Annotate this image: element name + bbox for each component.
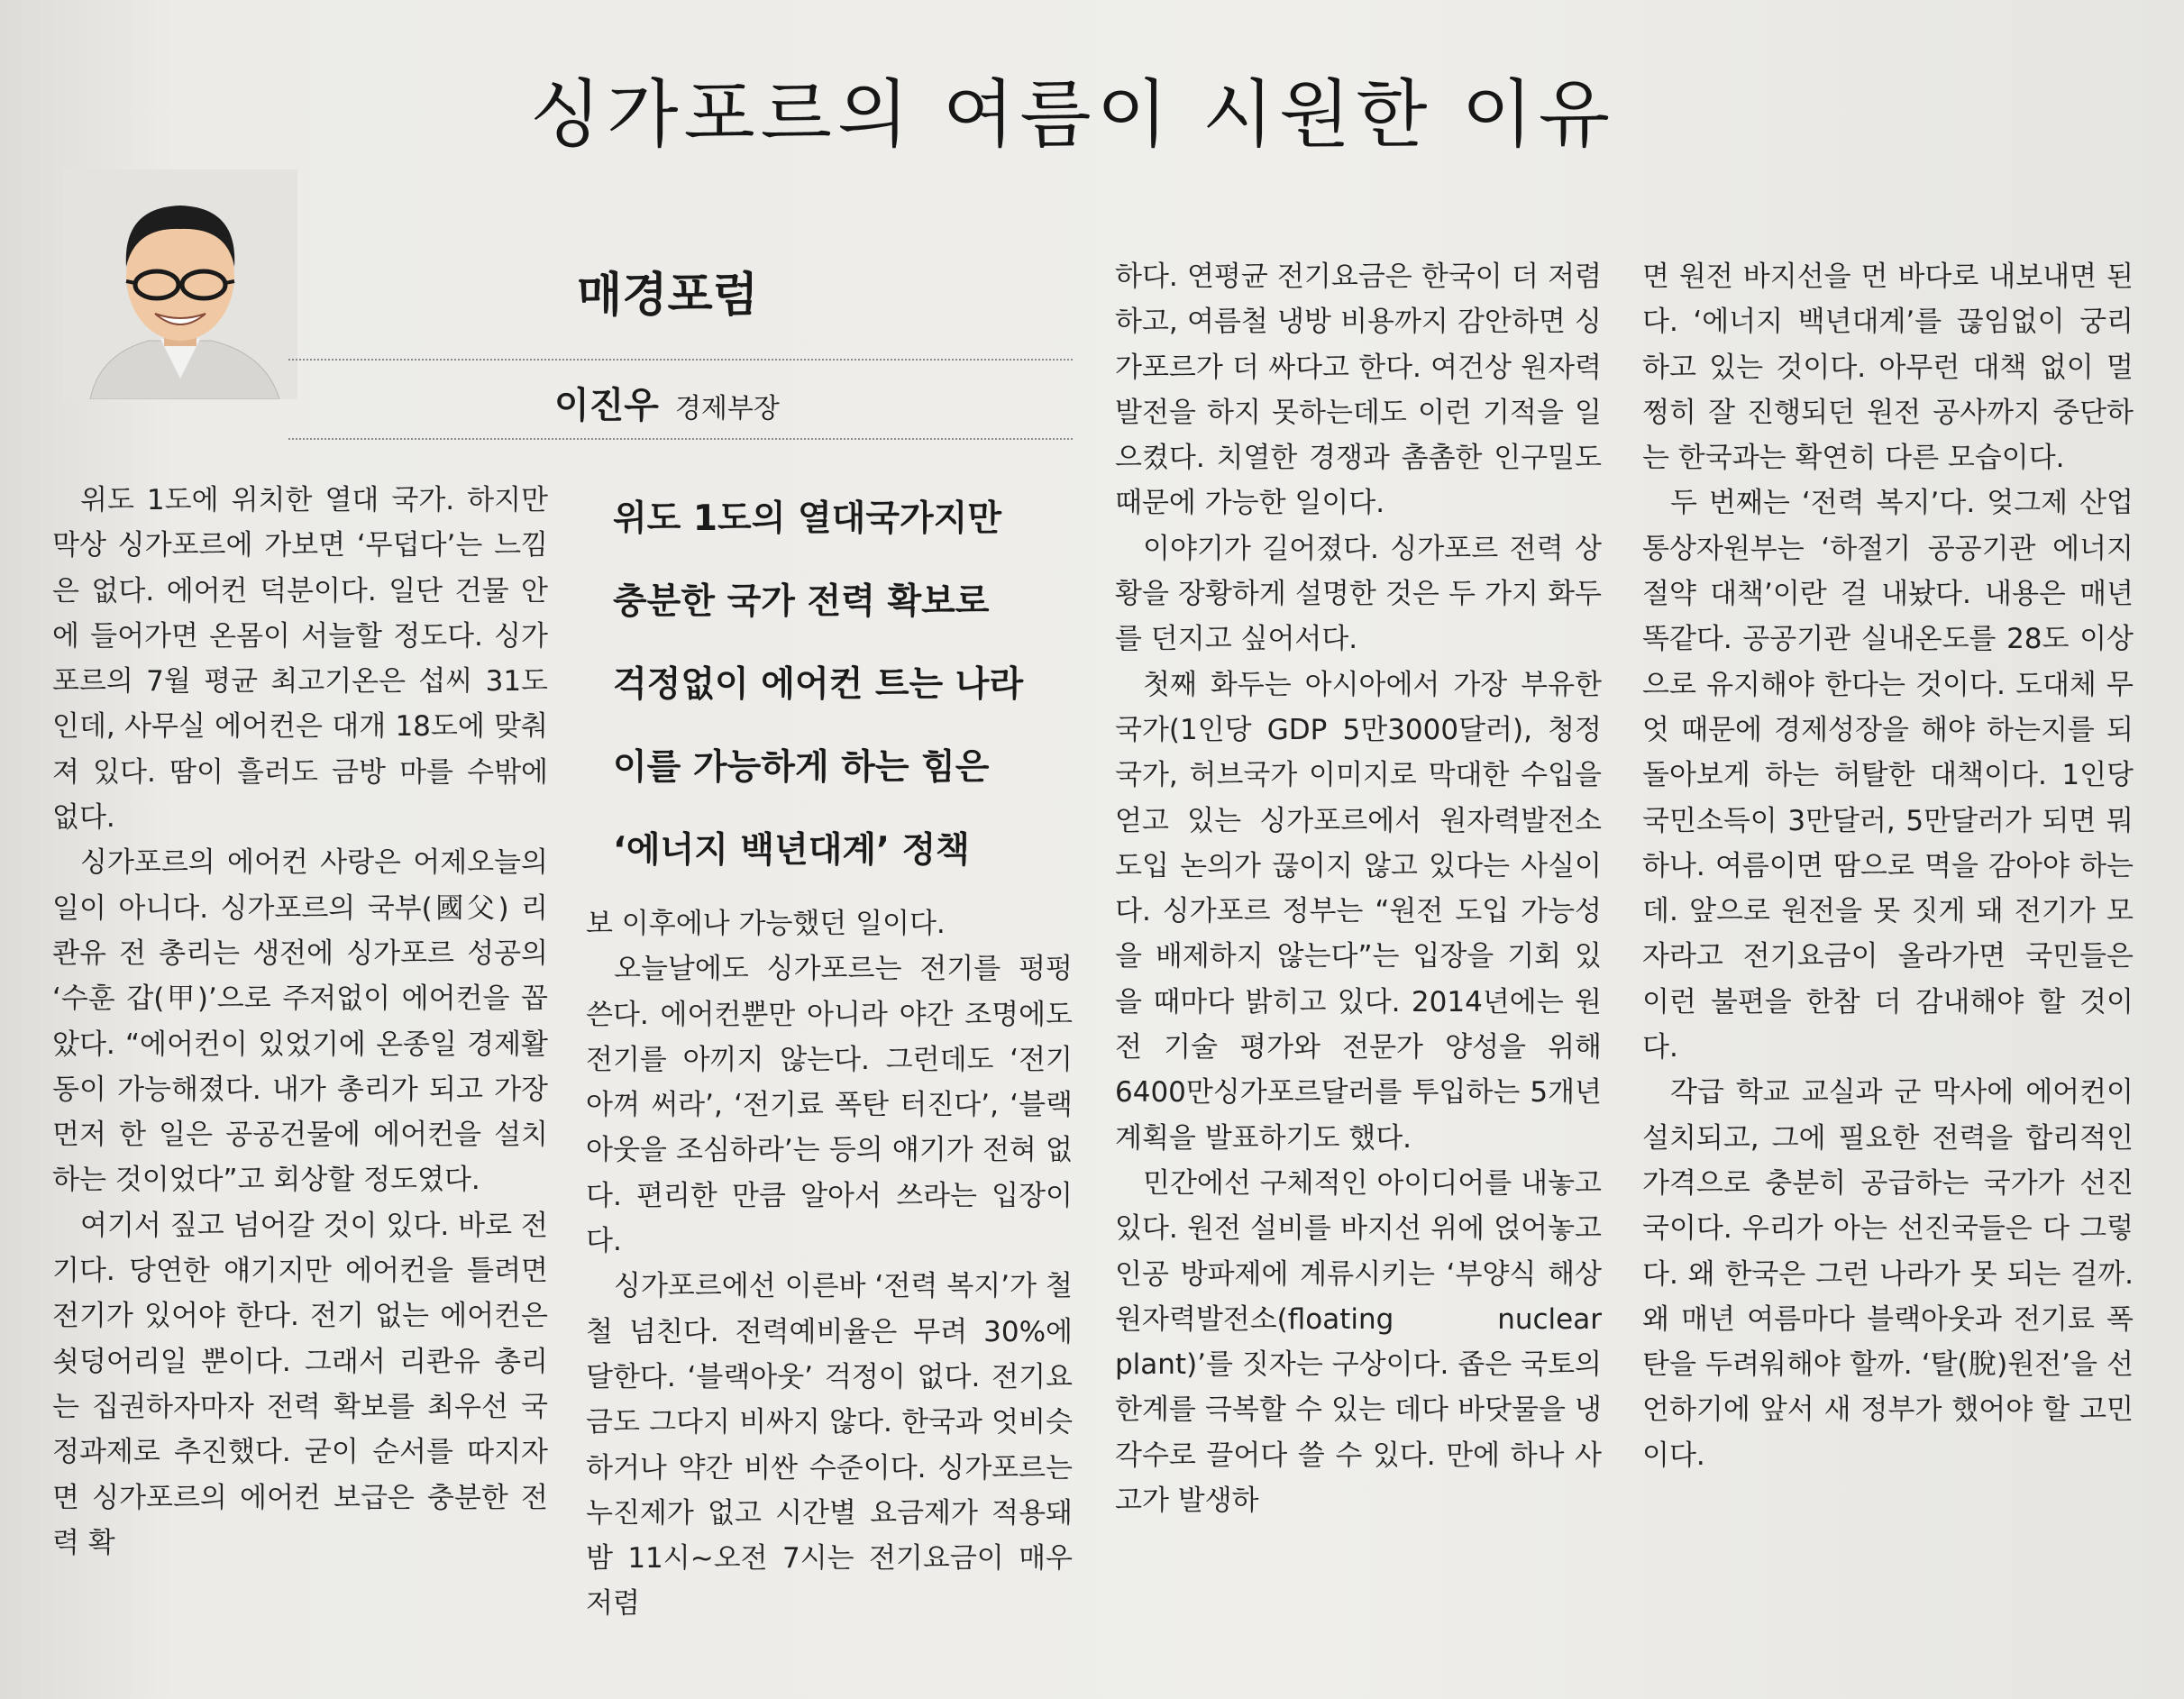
paragraph: 첫째 화두는 아시아에서 가장 부유한 국가(1인당 GDP 5만3000달러), 청정국가, 허브국가 이미지로 막대한 수입을 얻고 있는 싱가포르에서 원자력발전소 도입 논의가 끊이지 않고 있다는 사실이다. 싱가포르 정부는 “원전 도입 가능성을 배제하지 않는다”는 입장을 기회 있을 때마다 밝히고 있다. 2014년에는 원전 기술 평가와 전문가 양성을 위해 6400만싱가포르달러를 투입하는 5개년 계획을 발표하기도 했다.: [1115, 668, 1602, 1155]
paragraph: 두 번째는 ‘전력 복지’다. 엊그제 산업통상자원부는 ‘하절기 공공기관 에너지절약 대책’이란 걸 내놨다. 내용은 매년 똑같다. 공공기관 실내온도를 28도 이상으로 유지해야 한다는 것이다. 도대체 무엇 때문에 경제성장을 해야 하는지를 되돌아보게 하는 허탈한 대책이다. 1인당 국민소득이 3만달러, 5만달러가 되면 뭐하나. 여름이면 땀으로 멱을 감아야 하는데. 앞으로 원전을 못 짓게 돼 전기가 모자라고 전기요금이 올라가면 국민들은 이런 불편을 한참 더 감내해야 할 것이다.: [1642, 487, 2134, 1064]
byline: [554, 377, 780, 428]
paragraph: 보 이후에나 가능했던 일이다.: [586, 908, 946, 940]
author-name: 이진우: [554, 385, 659, 426]
headline: 싱가포르의 여름이 시원한 이유: [530, 72, 1615, 158]
paragraph: 각급 학교 교실과 군 막사에 에어컨이 설치되고, 그에 필요한 전력을 합리적인 가격으로 충분히 공급하는 국가가 선진국이다. 우리가 아는 선진국들은 다 그렇다. 왜 한국은 그런 나라가 못 되는 걸까. 왜 매년 여름마다 블랙아웃과 전기료 폭탄을 두려워해야 할까. ‘탈(脫)원전’을 선언하기에 앞서 새 정부가 했어야 할 고민이다.: [1642, 1076, 2134, 1472]
article-column-4: [1642, 254, 2134, 1478]
divider: [288, 438, 1073, 440]
paragraph: 민간에선 구체적인 아이디어를 내놓고 있다. 원전 설비를 바지선 위에 얹어놓고 인공 방파제에 계류시키는 ‘부양식 해상원자력발전소(floating nuclear plant)’를 짓자는 구상이다. 좁은 국토의 한계를 극복할 수 있는 데다 바닷물을 냉각수로 끌어다 쓸 수 있다. 만에 하나 사고가 발생하: [1115, 1166, 1602, 1518]
pull-quote-line: 위도 1도의 열대국가지만: [613, 498, 1002, 539]
author-photo: [63, 169, 297, 399]
pull-quote: [613, 478, 1082, 892]
column-label: 매경포럼: [577, 269, 758, 323]
paragraph: 여기서 짚고 넘어갈 것이 있다. 바로 전기다. 당연한 얘기지만 에어컨을 틀려면 전기가 있어야 한다. 전기 없는 에어컨은 쇳덩어리일 뿐이다. 그래서 리콴유 총리는 집권하자마자 전력 확보를 최우선 국정과제로 추진했다. 굳이 순서를 따지자면 싱가포르의 에어컨 보급은 충분한 전력 확: [52, 1209, 548, 1559]
author-role: 경제부장: [674, 393, 780, 425]
pull-quote-line: 이를 가능하게 하는 힘은: [613, 747, 990, 788]
article-column-3: [1115, 254, 1602, 1523]
paragraph: 이야기가 길어졌다. 싱가포르 전력 상황을 장황하게 설명한 것은 두 가지 화두를 던지고 싶어서다.: [1115, 532, 1602, 656]
divider: [288, 359, 1073, 361]
paragraph: 싱가포르의 에어컨 사랑은 어제오늘의 일이 아니다. 싱가포르의 국부(國父) 리콴유 전 총리는 생전에 싱가포르 성공의 ‘수훈 갑(甲)’으로 주저없이 에어컨을 꼽았다. “에어컨이 있었기에 온종일 경제활동이 가능해졌다. 내가 총리가 되고 가장 먼저 한 일은 공공건물에 에어컨을 설치하는 것이었다”고 회상할 정도였다.: [52, 846, 548, 1197]
pull-quote-line: 충분한 국가 전력 확보로: [613, 581, 990, 622]
article-column-1: [52, 478, 548, 1566]
paragraph: 하다. 연평균 전기요금은 한국이 더 저렴하고, 여름철 냉방 비용까지 감안하면 싱가포르가 더 싸다고 한다. 여건상 원자력발전을 하지 못하는데도 이런 기적을 일으켰다. 치열한 경쟁과 촘촘한 인구밀도 때문에 가능한 일이다.: [1115, 260, 1602, 520]
article-column-2: [586, 901, 1073, 1627]
paragraph: 면 원전 바지선을 먼 바다로 내보내면 된다. ‘에너지 백년대계’를 끊임없이 궁리하고 있는 것이다. 아무런 대책 없이 멀쩡히 잘 진행되던 원전 공사까지 중단하는 한국과는 확연히 다른 모습이다.: [1642, 260, 2134, 475]
paragraph: 위도 1도에 위치한 열대 국가. 하지만 막상 싱가포르에 가보면 ‘무덥다’는 느낌은 없다. 에어컨 덕분이다. 일단 건물 안에 들어가면 온몸이 서늘할 정도다. 싱가포르의 7월 평균 최고기온은 섭씨 31도인데, 사무실 에어컨은 대개 18도에 맞춰져 있다. 땀이 흘러도 금방 마를 수밖에 없다.: [52, 484, 548, 835]
pull-quote-line: 걱정없이 에어컨 트는 나라: [613, 664, 1024, 705]
paragraph: 오늘날에도 싱가포르는 전기를 펑펑 쓴다. 에어컨뿐만 아니라 야간 조명에도 전기를 아끼지 않는다. 그런데도 ‘전기 아껴 써라’, ‘전기료 폭탄 터진다’, ‘블랙아웃을 조심하라’는 등의 얘기가 전혀 없다. 편리한 만큼 알아서 쓰라는 입장이다.: [586, 953, 1073, 1258]
paragraph: 싱가포르에선 이른바 ‘전력 복지’가 철철 넘친다. 전력예비율은 무려 30%에 달한다. ‘블랙아웃’ 걱정이 없다. 전기요금도 그다지 비싸지 않다. 한국과 엇비슷하거나 약간 비싼 수준이다. 싱가포르는 누진제가 없고 시간별 요금제가 적용돼 밤 11시~오전 7시는 전기요금이 매우 저렴: [586, 1270, 1073, 1621]
pull-quote-line: ‘에너지 백년대계’ 정책: [613, 830, 970, 871]
